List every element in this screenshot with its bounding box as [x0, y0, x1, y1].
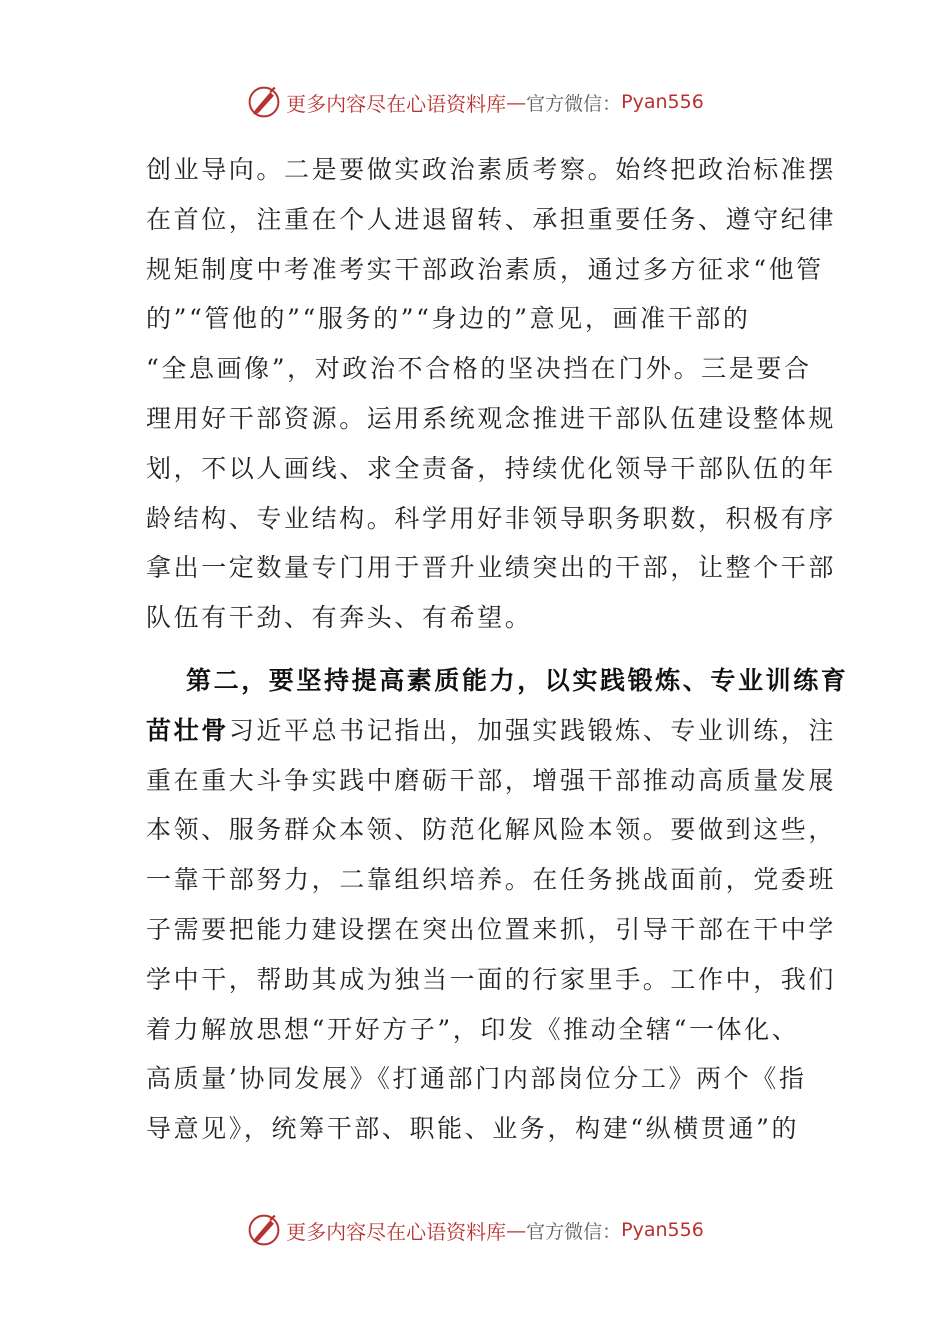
text-line: “全息画像”，对政治不合格的坚决挡在门外。三是要合 [146, 354, 812, 384]
text-line: 创业导向。二是要做实政治素质考察。始终把政治标准摆 [146, 155, 837, 184]
text-line: 着力解放思想“开好方子”，印发《推动全辖“一体化、 [146, 1014, 800, 1044]
section-heading-line [146, 656, 849, 706]
section-heading-end: 苗壮骨 [146, 715, 229, 745]
banner-wechat-label: 官方微信： [526, 1220, 622, 1243]
banner-brand-text: 更多内容尽在心语资料库 [286, 1219, 507, 1244]
footer-banner [0, 1210, 950, 1250]
text-line: 本领、服务群众本领、防范化解风险本领。要做到这些， [146, 815, 837, 845]
banner-wechat-label: 官方微信： [526, 92, 622, 115]
text-line: 的”“管他的”“服务的”“身边的”意见，画准干部的 [146, 304, 751, 334]
text-line: 子需要把能力建设摆在突出位置来抓，引导干部在干中学 [146, 914, 837, 944]
text-line: 理用好干部资源。运用系统观念推进干部队伍建设整体规 [146, 403, 837, 433]
document-body [146, 145, 837, 643]
pen-logo-icon [246, 84, 282, 120]
banner-brand-text: 更多内容尽在心语资料库 [286, 91, 507, 116]
text-line: 高质量’协同发展》《打通部门内部岗位分工》两个《指 [146, 1064, 807, 1094]
text-line: 学中干，帮助其成为独当一面的行家里手。工作中，我们 [146, 964, 837, 994]
header-banner [0, 82, 950, 122]
text-line [146, 706, 837, 756]
banner-dash: — [506, 90, 527, 114]
section-heading: 第二，要坚持提高素质能力，以实践锻炼、专业训练育 [186, 666, 849, 695]
banner-wechat-id: Pyan556 [621, 91, 704, 113]
pen-logo-icon [246, 1212, 282, 1248]
text-line: 规矩制度中考准考实干部政治素质，通过多方征求“他管 [146, 254, 824, 284]
text-line: 队伍有干劲、有奔头、有希望。 [146, 603, 533, 633]
text-line: 划，不以人画线、求全责备，持续优化领导干部队伍的年 [146, 453, 837, 483]
text-line: 在首位，注重在个人进退留转、承担重要任务、遵守纪律 [146, 204, 837, 234]
text-line: 导意见》，统筹干部、职能、业务，构建“纵横贯通”的 [146, 1114, 800, 1144]
banner-dash: — [506, 1218, 527, 1242]
text-line: 拿出一定数量专门用于晋升业绩突出的干部，让整个干部 [146, 553, 837, 583]
text-line-rest: 习近平总书记指出，加强实践锻炼、专业训练，注 [228, 715, 837, 745]
text-line: 一靠干部努力，二靠组织培养。在任务挑战面前，党委班 [146, 865, 837, 895]
text-line: 龄结构、专业结构。科学用好非领导职务职数，积极有序 [146, 503, 837, 533]
section-two [146, 656, 849, 1154]
text-line: 重在重大斗争实践中磨砺干部，增强干部推动高质量发展 [146, 765, 837, 795]
banner-wechat-id: Pyan556 [621, 1219, 704, 1241]
